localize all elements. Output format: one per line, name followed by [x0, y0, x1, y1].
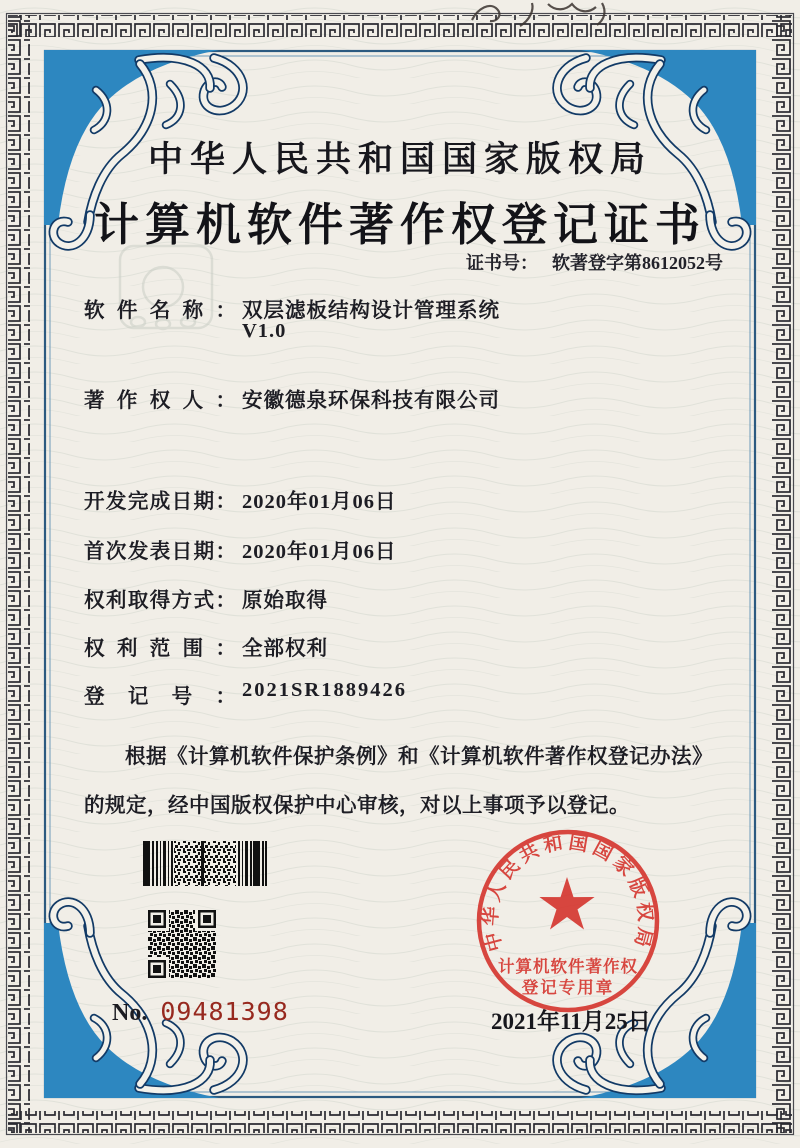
field-label: 权利取得方式：: [84, 590, 236, 612]
barcode: [143, 841, 267, 886]
field-right-scope: [84, 631, 328, 661]
serial-prefix: No.: [112, 1000, 148, 1026]
field-label: 开发完成日期：: [84, 491, 236, 513]
seal-ring-text: 中华人民共和国国家版权局: [480, 832, 656, 954]
field-right-acquisition: [84, 583, 328, 613]
field-value: 2020年01月06日: [242, 541, 397, 563]
field-value: 安徽德泉环保科技有限公司: [242, 390, 500, 412]
field-value: 全部权利: [242, 638, 328, 660]
field-label: 软件名称：: [84, 300, 236, 322]
seal-text-line2: 登记专用章: [521, 978, 615, 997]
field-registration-number: [84, 679, 407, 709]
field-value: 双层滤板结构设计管理系统: [242, 300, 500, 322]
authority-name: 中华人民共和国国家版权局: [147, 140, 652, 179]
field-first-publish-date: [84, 534, 397, 564]
field-value: 2020年01月06日: [242, 491, 397, 513]
registration-statement: 根据《计算机软件保护条例》和《计算机软件著作权登记办法》的规定，经中国版权保护中心审核，对以上事项予以登记。: [84, 746, 713, 817]
certificate-number-label: 证书号：: [466, 253, 538, 273]
issue-date: 2021年11月25日: [491, 1009, 651, 1034]
field-software-name: [84, 293, 500, 323]
certificate-number-value: 软著登字第8612052号: [552, 253, 723, 273]
field-copyright-owner: [84, 383, 500, 413]
field-label: 著作权人：: [84, 390, 236, 412]
field-label: 首次发表日期：: [84, 541, 236, 563]
serial-number-line: [112, 997, 289, 1027]
seal-text-line1: 计算机软件著作权: [498, 957, 638, 976]
certificate-title: 计算机软件著作权登记证书: [93, 200, 706, 250]
qr-code: [148, 910, 216, 978]
serial-number: 09481398: [160, 997, 289, 1026]
field-label: 登记号：: [84, 686, 236, 708]
field-dev-complete-date: [84, 484, 397, 514]
field-software-version: V1.0: [242, 320, 287, 342]
field-value: 2021SR1889426: [242, 679, 407, 701]
field-label: 权利范围：: [84, 638, 236, 660]
certificate-number-line: [466, 249, 723, 275]
field-value: 原始取得: [242, 590, 328, 612]
star-icon: [539, 877, 594, 930]
